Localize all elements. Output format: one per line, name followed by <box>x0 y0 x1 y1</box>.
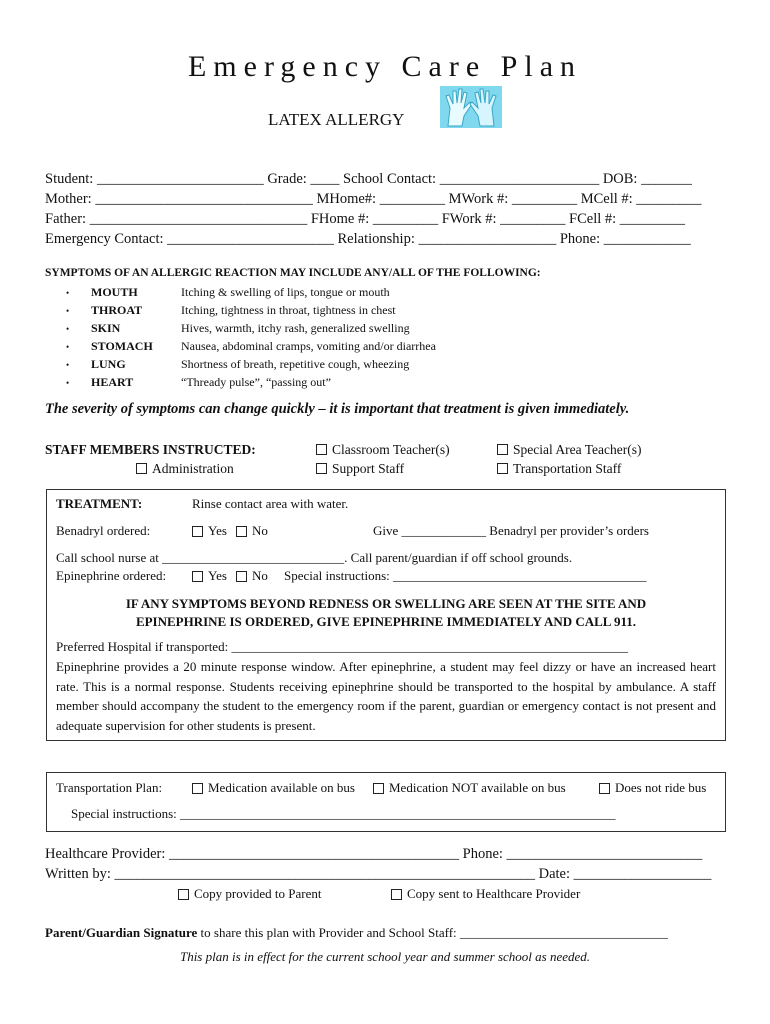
benadryl-give[interactable]: Give _____________ Benadryl per provider’s orders <box>373 523 649 538</box>
copy-parent-option[interactable] <box>178 886 321 902</box>
checkbox[interactable] <box>178 889 189 900</box>
signature-text: to share this plan with Provider and School Staff: ________________________________ <box>197 925 668 940</box>
option-label: Classroom Teacher(s) <box>332 442 450 457</box>
option-label: Administration <box>152 461 234 476</box>
checkbox[interactable] <box>236 571 247 582</box>
option-label: Medication available on bus <box>208 780 355 795</box>
signature-line[interactable] <box>45 925 668 941</box>
bullet: • <box>66 360 70 370</box>
checkbox[interactable] <box>192 526 203 537</box>
staff-option-support-staff[interactable] <box>316 461 404 477</box>
benadryl-yes[interactable] <box>192 523 227 539</box>
student-info-row[interactable]: Student: _______________________ Grade: ____ School Contact: ______________________ DOB: _______ <box>45 171 692 187</box>
bullet: • <box>66 306 70 316</box>
symptom-area: STOMACH <box>91 339 153 353</box>
symptoms-heading: SYMPTOMS OF AN ALLERGIC REACTION MAY INCLUDE ANY/ALL OF THE FOLLOWING: <box>45 267 541 279</box>
mother-info-row[interactable]: Mother: ______________________________ MHome#: _________ MWork #: _________ MCell #: _________ <box>45 191 702 207</box>
staff-label: STAFF MEMBERS INSTRUCTED: <box>45 442 256 457</box>
symptom-area: MOUTH <box>91 285 138 299</box>
option-label: Medication NOT available on bus <box>389 780 566 795</box>
latex-gloves-icon <box>440 86 502 128</box>
signature-label: Parent/Guardian Signature <box>45 925 198 940</box>
option-label: No <box>252 523 268 538</box>
checkbox[interactable] <box>316 463 327 474</box>
checkbox[interactable] <box>497 444 508 455</box>
staff-option-special-area-teacher[interactable] <box>497 442 642 458</box>
warning-line-1: IF ANY SYMPTOMS BEYOND REDNESS OR SWELLING ARE SEEN AT THE SITE AND <box>125 596 647 611</box>
option-label: Support Staff <box>332 461 405 476</box>
transport-special-instructions[interactable]: Special instructions: ___________________________________________________________________ <box>71 806 616 821</box>
healthcare-provider-line[interactable]: Healthcare Provider: ________________________________________ Phone: ___________________________ <box>45 846 703 862</box>
epinephrine-no[interactable] <box>236 568 268 584</box>
symptom-area: LUNG <box>91 357 126 371</box>
option-label: Copy provided to Parent <box>194 886 322 901</box>
symptom-area: SKIN <box>91 321 121 335</box>
bullet: • <box>66 324 70 334</box>
checkbox[interactable] <box>497 463 508 474</box>
preferred-hospital-line[interactable]: Preferred Hospital if transported: _____________________________________________________________ <box>56 639 628 654</box>
page-title: Emergency Care Plan <box>187 50 583 83</box>
treatment-rinse: Rinse contact area with water. <box>192 496 349 511</box>
epinephrine-label: Epinephrine ordered: <box>56 568 167 583</box>
symptom-desc: Hives, warmth, itchy rash, generalized swelling <box>181 321 410 335</box>
father-info-row[interactable]: Father: ______________________________ FHome #: _________ FWork #: _________ FCell #: _________ <box>45 211 686 227</box>
transportation-label: Transportation Plan: <box>56 780 163 795</box>
checkbox[interactable] <box>391 889 402 900</box>
footer-note: This plan is in effect for the current school year and summer school as needed. <box>179 949 591 964</box>
symptom-desc: Nausea, abdominal cramps, vomiting and/or diarrhea <box>181 339 436 353</box>
option-label: No <box>252 568 268 583</box>
treatment-label: TREATMENT: <box>56 496 143 511</box>
option-label: Yes <box>208 523 227 538</box>
staff-option-transportation-staff[interactable] <box>497 461 621 477</box>
symptom-desc: Itching & swelling of lips, tongue or mouth <box>181 285 390 299</box>
benadryl-no[interactable] <box>236 523 268 539</box>
epinephrine-paragraph: Epinephrine provides a 20 minute response window. After epinephrine, a student may feel dizzy or have an increased heart rate. This is a normal response. Students receiving epinephrine should be transported to the hospital by ambulance. A staff member should accompany the student to the emergency room if the parent, guardian or emergency contact is not present and adequate supervision for other students is present. <box>56 659 716 733</box>
option-label: Yes <box>208 568 227 583</box>
option-label: Special Area Teacher(s) <box>513 442 642 457</box>
symptom-desc: Itching, tightness in throat, tightness in chest <box>181 303 396 317</box>
symptom-area: HEART <box>91 375 134 389</box>
severity-note: The severity of symptoms can change quickly – it is important that treatment is given immediately. <box>45 401 630 417</box>
page-subtitle: LATEX ALLERGY <box>268 110 405 129</box>
staff-option-classroom-teacher[interactable] <box>316 442 450 458</box>
checkbox[interactable] <box>236 526 247 537</box>
bullet: • <box>66 342 70 352</box>
staff-option-administration[interactable] <box>136 461 234 477</box>
transport-option-no-bus[interactable] <box>599 780 706 796</box>
option-label: Copy sent to Healthcare Provider <box>407 886 581 901</box>
warning-line-2: EPINEPHRINE IS ORDERED, GIVE EPINEPHRINE IMMEDIATELY AND CALL 911. <box>135 614 637 629</box>
option-label: Transportation Staff <box>513 461 622 476</box>
epinephrine-yes[interactable] <box>192 568 227 584</box>
written-by-line[interactable]: Written by: __________________________________________________________ Date: ___________________ <box>45 866 712 882</box>
bullet: • <box>66 288 70 298</box>
bullet: • <box>66 378 70 388</box>
checkbox[interactable] <box>316 444 327 455</box>
call-nurse-line[interactable]: Call school nurse at ____________________________. Call parent/guardian if off school grounds. <box>56 550 573 565</box>
checkbox[interactable] <box>192 783 203 794</box>
checkbox[interactable] <box>136 463 147 474</box>
option-label: Does not ride bus <box>615 780 707 795</box>
epinephrine-special-instructions[interactable]: Special instructions: _______________________________________ <box>284 568 647 583</box>
emergency-contact-row[interactable]: Emergency Contact: _______________________ Relationship: ___________________ Phone: ____________ <box>45 231 691 247</box>
symptom-desc: Shortness of breath, repetitive cough, wheezing <box>181 357 410 371</box>
checkbox[interactable] <box>599 783 610 794</box>
symptom-desc: “Thready pulse”, “passing out” <box>181 375 331 389</box>
transport-option-available[interactable] <box>192 780 355 796</box>
transport-option-not-available[interactable] <box>373 780 566 796</box>
symptom-area: THROAT <box>91 303 143 317</box>
checkbox[interactable] <box>373 783 384 794</box>
benadryl-label: Benadryl ordered: <box>56 523 151 538</box>
copy-provider-option[interactable] <box>391 886 580 902</box>
checkbox[interactable] <box>192 571 203 582</box>
symptom-item <box>66 285 69 300</box>
